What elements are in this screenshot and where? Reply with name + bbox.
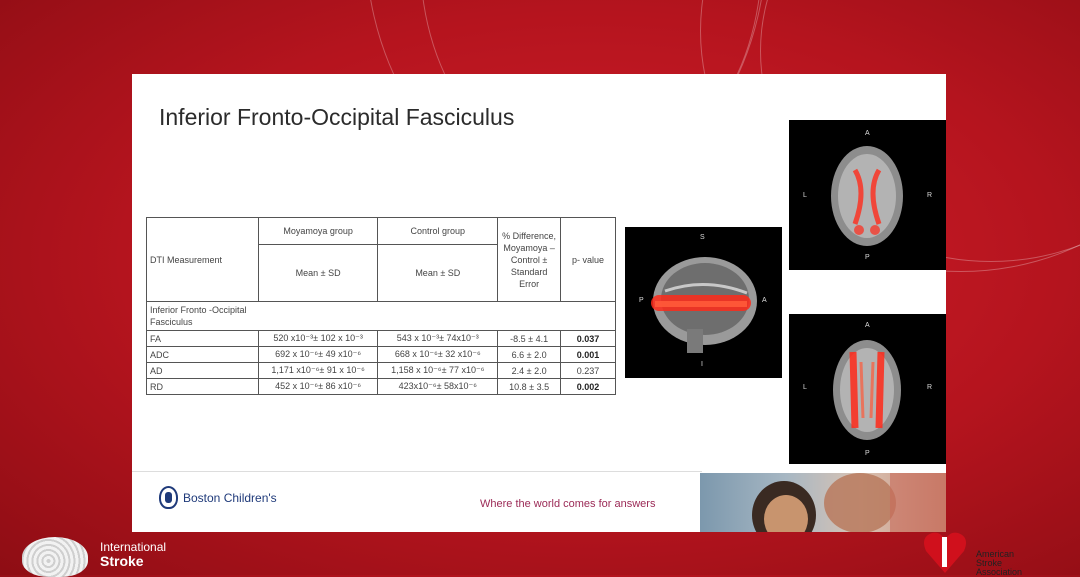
cell-moyamoya: 692 x 10⁻⁶± 49 x10⁻⁶ <box>258 347 378 363</box>
heart-torch-icon <box>922 527 968 575</box>
table-header-row <box>147 218 616 245</box>
subheader-control-mean-sd: Mean ± SD <box>378 245 498 302</box>
cell-control: 1,158 x 10⁻⁶± 77 x10⁻⁶ <box>378 363 498 379</box>
table-body <box>147 331 616 395</box>
footer-divider <box>132 471 702 472</box>
asa-name-line2: Stroke <box>976 558 1003 568</box>
conference-name-line1: International <box>100 540 167 554</box>
cell-measure: AD <box>147 363 259 379</box>
conference-name-line2: Stroke <box>100 553 144 569</box>
cell-p-value: 0.001 <box>561 347 616 363</box>
table-row <box>147 331 616 347</box>
smiling-child-illustration <box>700 473 946 532</box>
sagittal-label-left: P <box>639 297 644 304</box>
logo-name: Boston Children's <box>183 490 277 505</box>
axial1-label-top: A <box>865 130 870 137</box>
axial-brain-illustration-bottom <box>789 314 946 464</box>
cell-control: 668 x 10⁻⁶± 32 x10⁻⁶ <box>378 347 498 363</box>
cell-moyamoya: 1,171 x10⁻⁶± 91 x 10⁻⁶ <box>258 363 378 379</box>
sagittal-brain-illustration <box>625 227 782 378</box>
cell-control: 543 x 10⁻³± 74x10⁻³ <box>378 331 498 347</box>
brain-icon <box>22 537 88 577</box>
cell-control: 423x10⁻⁶± 58x10⁻⁶ <box>378 379 498 395</box>
mri-axial-image-bottom <box>789 314 946 464</box>
cell-measure: RD <box>147 379 259 395</box>
boston-childrens-logo <box>159 486 277 509</box>
header-moyamoya: Moyamoya group <box>258 218 378 245</box>
mri-sagittal-image <box>625 227 782 378</box>
cell-difference: -8.5 ± 4.1 <box>498 331 561 347</box>
cell-moyamoya: 452 x 10⁻⁶± 86 x10⁻⁶ <box>258 379 378 395</box>
cell-difference: 2.4 ± 2.0 <box>498 363 561 379</box>
cell-difference: 6.6 ± 2.0 <box>498 347 561 363</box>
cell-p-value: 0.037 <box>561 331 616 347</box>
asa-name-line3: Association <box>976 567 1023 577</box>
mri-axial-image-top <box>789 120 946 270</box>
asa-name-line1: American <box>976 549 1015 559</box>
axial2-label-left: L <box>803 384 807 391</box>
header-percent-difference: % Difference, Moyamoya – Control ± Standard Error <box>498 218 561 302</box>
cell-difference: 10.8 ± 3.5 <box>498 379 561 395</box>
cell-p-value: 0.002 <box>561 379 616 395</box>
axial1-label-right: R <box>927 192 933 199</box>
header-control: Control group <box>378 218 498 245</box>
header-dti-measurement: DTI Measurement <box>147 218 259 302</box>
slide-title: Inferior Fronto-Occipital Fasciculus <box>159 104 515 130</box>
axial2-label-right: R <box>927 384 933 391</box>
section-label: Inferior Fronto -Occipital Fasciculus <box>147 302 616 331</box>
axial1-label-bottom: P <box>865 254 870 261</box>
footer-photo <box>700 473 946 532</box>
table-row <box>147 363 616 379</box>
international-stroke-conference-logo <box>20 533 220 575</box>
sagittal-label-top: S <box>700 234 705 241</box>
cell-moyamoya: 520 x10⁻³± 102 x 10⁻³ <box>258 331 378 347</box>
sagittal-label-right: A <box>762 297 767 304</box>
subheader-moyamoya-mean-sd: Mean ± SD <box>258 245 378 302</box>
axial2-label-top: A <box>865 322 870 329</box>
axial1-label-left: L <box>803 192 807 199</box>
american-stroke-association-logo <box>918 527 1080 575</box>
header-p-value: p- value <box>561 218 616 302</box>
sagittal-label-bottom: I <box>701 361 703 368</box>
axial-brain-illustration-top <box>789 120 946 270</box>
dti-results-table <box>146 217 616 395</box>
presentation-slide <box>132 74 946 532</box>
table-section-row <box>147 302 616 331</box>
table-row <box>147 379 616 395</box>
cell-p-value: 0.237 <box>561 363 616 379</box>
footer-tagline: Where the world comes for answers <box>480 498 656 510</box>
table-row <box>147 347 616 363</box>
cell-measure: ADC <box>147 347 259 363</box>
cell-measure: FA <box>147 331 259 347</box>
axial2-label-bottom: P <box>865 450 870 457</box>
shield-icon <box>159 486 178 509</box>
